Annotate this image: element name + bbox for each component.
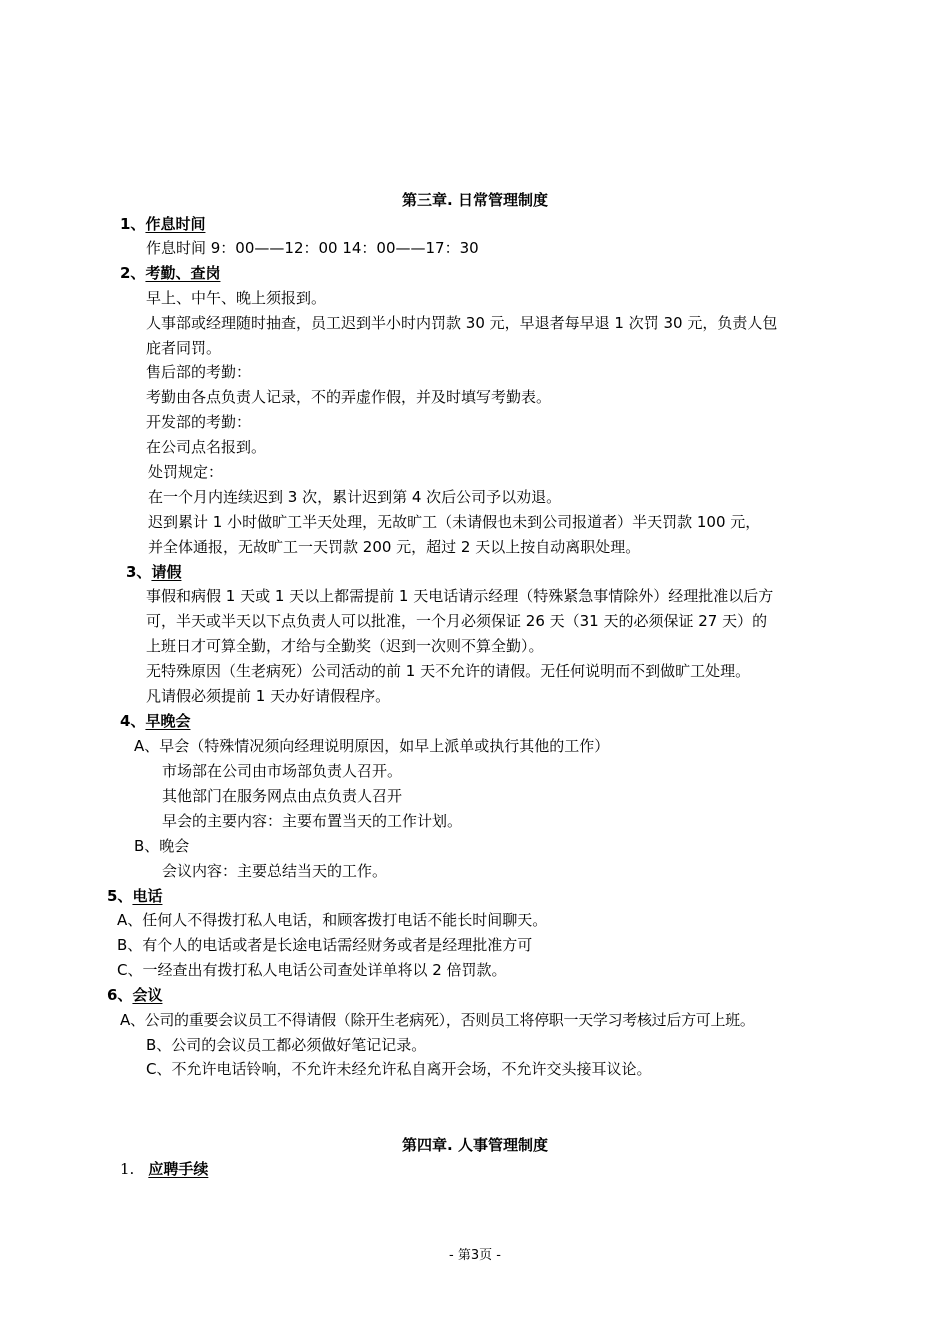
paragraph-line: C、一经查出有拨打私人电话公司查处详单将以 2 倍罚款。: [117, 961, 507, 979]
paragraph-line: 事假和病假 1 天或 1 天以上都需提前 1 天电话请示经理（特殊紧急事情除外）经理批准以后方: [146, 587, 774, 605]
paragraph-line: B、公司的会议员工都必须做好笔记记录。: [146, 1036, 427, 1054]
section-number: 2、: [120, 264, 146, 282]
paragraph-line: A、任何人不得拨打私人电话，和顾客拨打电话不能长时间聊天。: [117, 911, 548, 929]
section-heading: [120, 214, 205, 234]
section-heading: [107, 886, 162, 906]
section-title: 作息时间: [145, 215, 206, 233]
paragraph-line: B、有个人的电话或者是长途电话需经财务或者是经理批准方可: [117, 936, 533, 954]
paragraph-line: 人事部或经理随时抽查，员工迟到半小时内罚款 30 元，早退者每早退 1 次罚 30 元，负责人包: [146, 314, 778, 332]
section-number: 6、: [107, 986, 133, 1004]
paragraph-line: 庇者同罚。: [146, 339, 222, 357]
section-heading: [107, 985, 162, 1005]
paragraph-line: 凡请假必须提前 1 天办好请假程序。: [146, 687, 391, 705]
section-title: 考勤、查岗: [145, 264, 221, 282]
section-number: 1.: [120, 1160, 135, 1178]
paragraph-line: 早会的主要内容：主要布置当天的工作计划。: [162, 812, 463, 830]
paragraph-line: 可，半天或半天以下点负责人可以批准，一个月必须保证 26 天（31 天的必须保证 27 天）的: [146, 612, 768, 630]
paragraph-line: 会议内容：主要总结当天的工作。: [162, 862, 388, 880]
section-heading: [120, 263, 220, 283]
paragraph-line: C、不允许电话铃响，不允许未经允许私自离开会场，不允许交头接耳议论。: [146, 1060, 652, 1078]
section-number: 5、: [107, 887, 133, 905]
paragraph-line: 上班日才可算全勤，才给与全勤奖（迟到一次则不算全勤）。: [146, 637, 544, 655]
paragraph-line: 并全体通报，无故旷工一天罚款 200 元，超过 2 天以上按自动离职处理。: [148, 538, 641, 556]
section-heading: [126, 562, 181, 582]
paragraph-line: 考勤由各点负责人记录，不的弄虚作假，并及时填写考勤表。: [146, 388, 552, 406]
paragraph-line: A、公司的重要会议员工不得请假（除开生老病死），否则员工将停职一天学习考核过后方可上班。: [120, 1011, 755, 1029]
paragraph-line: A、早会（特殊情况须向经理说明原因，如早上派单或执行其他的工作）: [134, 737, 610, 755]
section-number: 1、: [120, 215, 146, 233]
paragraph-line: 在一个月内连续迟到 3 次，累计迟到第 4 次后公司予以劝退。: [148, 488, 562, 506]
paragraph-line: 其他部门在服务网点由点负责人召开: [162, 787, 403, 805]
page-number: - 第3页 -: [449, 1248, 501, 1263]
section-title: 应聘手续: [148, 1160, 209, 1178]
paragraph-line: 作息时间 9：00——12：00 14：00——17：30: [146, 239, 479, 257]
section-number: 3、: [126, 563, 152, 581]
section-title: 电话: [132, 887, 163, 905]
section-heading: [120, 711, 190, 731]
chapter3-title: 第三章. 日常管理制度: [402, 191, 548, 209]
section-title: 会议: [132, 986, 163, 1004]
section-title: 早晚会: [145, 712, 191, 730]
chapter4-title: 第四章. 人事管理制度: [402, 1136, 548, 1154]
paragraph-line: 处罚规定：: [148, 463, 224, 481]
section-heading: [120, 1159, 208, 1179]
paragraph-line: B、晚会: [134, 837, 190, 855]
paragraph-line: 在公司点名报到。: [146, 438, 267, 456]
paragraph-line: 售后部的考勤：: [146, 363, 252, 381]
paragraph-line: 迟到累计 1 小时做旷工半天处理，无故旷工（未请假也未到公司报道者）半天罚款 100 元，: [148, 513, 761, 531]
paragraph-line: 无特殊原因（生老病死）公司活动的前 1 天不允许的请假。无任何说明而不到做旷工处理。: [146, 662, 751, 680]
paragraph-line: 早上、中午、晚上须报到。: [146, 289, 327, 307]
paragraph-line: 开发部的考勤：: [146, 413, 252, 431]
section-title: 请假: [151, 563, 182, 581]
paragraph-line: 市场部在公司由市场部负责人召开。: [162, 762, 403, 780]
section-number: 4、: [120, 712, 146, 730]
